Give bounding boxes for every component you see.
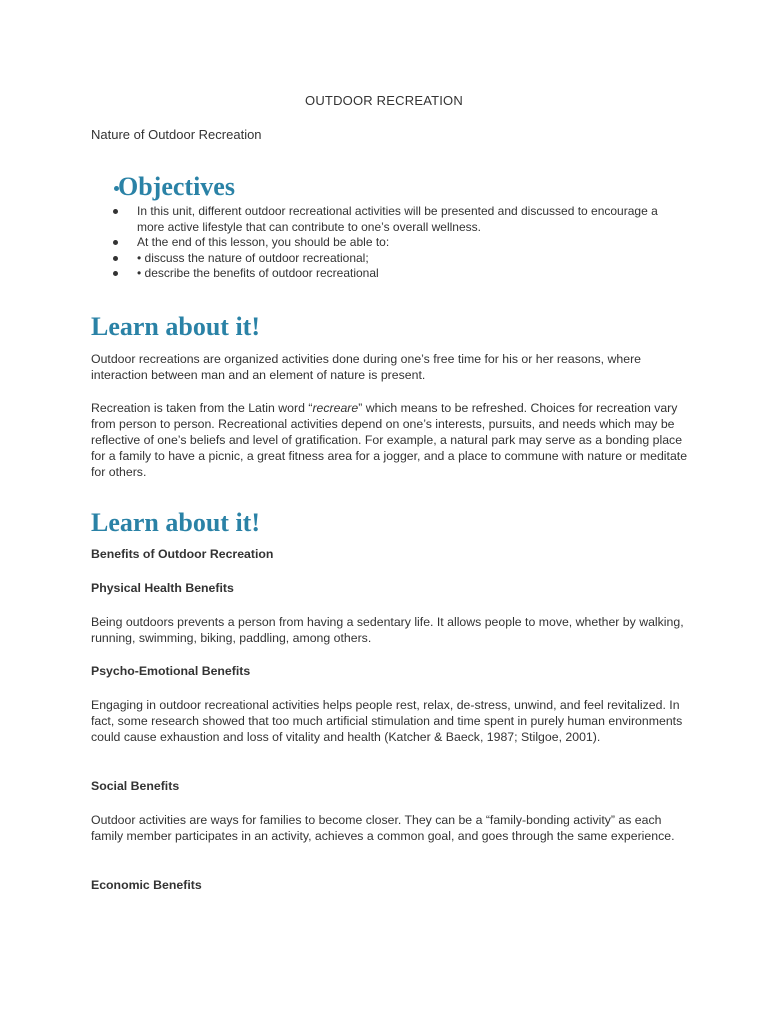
list-item: • discuss the nature of outdoor recreational; <box>91 251 671 267</box>
psycho-benefits-title: Psycho-Emotional Benefits <box>91 664 251 678</box>
list-item: In this unit, different outdoor recreational activities will be presented and discussed to encourage a more active lifestyle that can contribute to one’s overall wellness. <box>91 204 671 235</box>
objectives-heading: Objectives <box>118 172 235 201</box>
document-subtitle: Nature of Outdoor Recreation <box>91 127 262 142</box>
physical-benefits-title: Physical Health Benefits <box>91 581 234 595</box>
learn-heading-2: Learn about it! <box>91 508 260 537</box>
bullet-icon <box>113 271 118 276</box>
document-title: OUTDOOR RECREATION <box>305 93 463 108</box>
benefits-title: Benefits of Outdoor Recreation <box>91 547 274 561</box>
learn-heading-1: Learn about it! <box>91 312 260 341</box>
bullet-icon <box>113 256 118 261</box>
bullet-icon <box>113 240 118 245</box>
physical-benefits-text: Being outdoors prevents a person from having a sedentary life. It allows people to move, whether by walking, running, swimming, biking, paddling, among others. <box>91 615 684 645</box>
paragraph-recreation-definition: Recreation is taken from the Latin word “recreare” which means to be refreshed. Choices for recreation vary from person to person. Recreational activities depend on one’s interests, pursuits, and needs which may be reflective of one’s beliefs and level of gratification. For example, a natural park may serve as a bonding place for a family to have a picnic, a great fitness area for a jogger, and a place to commune with nature or meditate for others. <box>91 401 688 479</box>
economic-benefits-title: Economic Benefits <box>91 878 202 892</box>
objectives-list <box>91 204 671 282</box>
paragraph-outdoor-recreations: Outdoor recreations are organized activities done during one’s free time for his or her reasons, where interaction between man and an element of nature is present. <box>91 352 642 382</box>
bullet-icon <box>113 209 118 214</box>
psycho-benefits-text: Engaging in outdoor recreational activities helps people rest, relax, de-stress, unwind, and feel revitalized. In fact, some research showed that too much artificial stimulation and time spent in purely human environments could cause exhaustion and loss of vitality and health (Katcher & Baeck, 1987; Stilgoe, 2001). <box>91 698 683 744</box>
social-benefits-text: Outdoor activities are ways for families to become closer. They can be a “family-bonding activity” as each family member participates in an activity, achieves a common goal, and goes through the same experience. <box>91 813 675 843</box>
list-item: • describe the benefits of outdoor recreational <box>91 266 671 282</box>
social-benefits-title: Social Benefits <box>91 779 180 793</box>
list-item: At the end of this lesson, you should be able to: <box>91 235 671 251</box>
